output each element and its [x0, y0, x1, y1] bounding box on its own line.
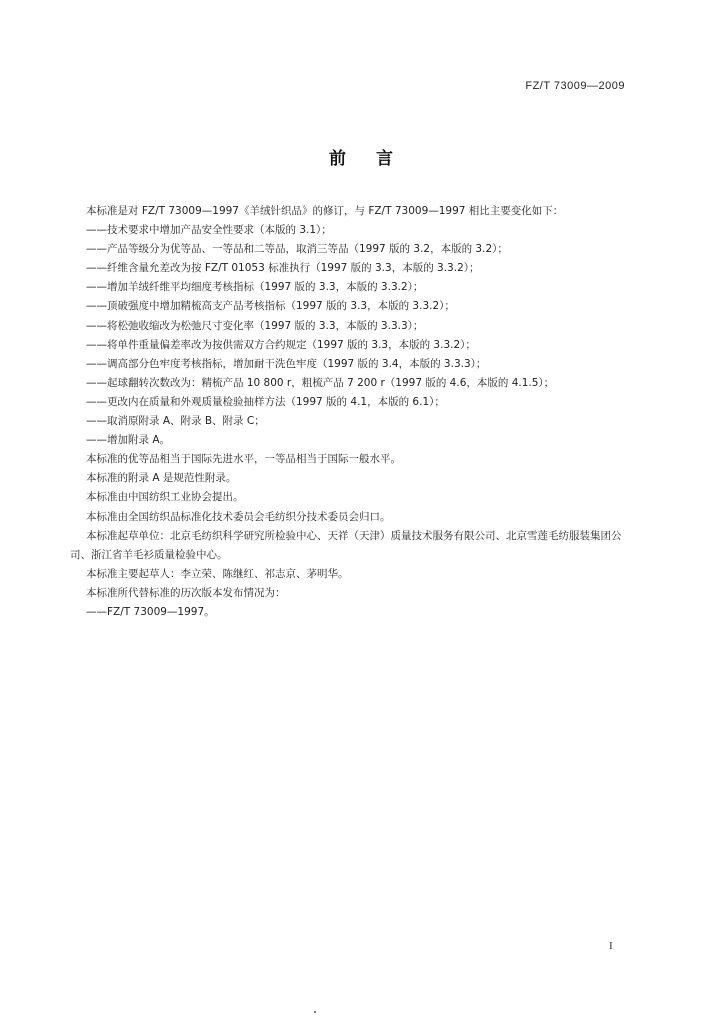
change-list-item: ——增加羊绒纤维平均细度考核指标（1997 版的 3.3，本版的 3.3.2）； — [86, 281, 424, 294]
change-list-item: ——将单件重量偏差率改为按供需双方合约规定（1997 版的 3.3，本版的 3.3.2）； — [86, 338, 476, 351]
paragraph: 本标准所代替标准的历次版本发布情况为： — [86, 586, 286, 599]
page-title: 前言 — [329, 149, 423, 169]
drafting-units-paragraph: 本标准起草单位：北京毛纺织科学研究所检验中心、天祥（天津）质量技术服务有限公司、北京雪莲毛纺服装集团公司、浙江省羊毛衫质量检验中心。 — [70, 529, 622, 561]
change-list-item: ——技术要求中增加产品安全性要求（本版的 3.1）； — [86, 224, 332, 237]
change-list-item: ——更改内在质量和外观质量检验抽样方法（1997 版的 4.1，本版的 6.1）； — [86, 395, 445, 408]
scan-speck — [314, 1011, 316, 1013]
paragraph: 本标准由中国纺织工业协会提出。 — [86, 491, 244, 504]
change-list-item: ——纤维含量允差改为按 FZ/T 01053 标准执行（1997 版的 3.3，本版的 3.3.2）； — [86, 262, 480, 275]
document-body — [70, 202, 640, 622]
paragraph: 本标准的附录 A 是规范性附录。 — [86, 472, 237, 485]
page-number: I — [609, 940, 613, 952]
paragraph: 本标准由全国纺织品标准化技术委员会毛纺织分技术委员会归口。 — [86, 510, 391, 523]
standard-code: FZ/T 73009—2009 — [525, 80, 625, 92]
paragraph: 本标准是对 FZ/T 73009—1997《羊绒针织品》的修订，与 FZ/T 73009—1997 相比主要变化如下： — [86, 205, 564, 217]
change-list-item: ——调高部分色牢度考核指标，增加耐干洗色牢度（1997 版的 3.4，本版的 3.3.3）； — [86, 357, 487, 370]
change-list-item: ——顶破强度中增加精梳高支产品考核指标（1997 版的 3.3，本版的 3.3.2）； — [86, 300, 455, 313]
change-list-item: ——增加附录 A。 — [86, 434, 171, 447]
change-list-item: ——起球翻转次数改为：精梳产品 10 800 r，粗梳产品 7 200 r（1997 版的 4.6，本版的 4.1.5）； — [86, 376, 555, 389]
history-list-item: ——FZ/T 73009—1997。 — [86, 605, 215, 618]
change-list-item: ——产品等级分为优等品、一等品和二等品，取消三等品（1997 版的 3.2，本版的 3.2）； — [86, 243, 508, 256]
paragraph: 本标准主要起草人：李立荣、陈继红、祁志京、茅明华。 — [86, 567, 349, 580]
change-list-item: ——取消原附录 A、附录 B、附录 C； — [86, 415, 265, 428]
change-list-item: ——将松弛收缩改为松弛尺寸变化率（1997 版的 3.3，本版的 3.3.3）； — [86, 319, 424, 332]
paragraph: 本标准的优等品相当于国际先进水平，一等品相当于国际一般水平。 — [86, 453, 401, 466]
